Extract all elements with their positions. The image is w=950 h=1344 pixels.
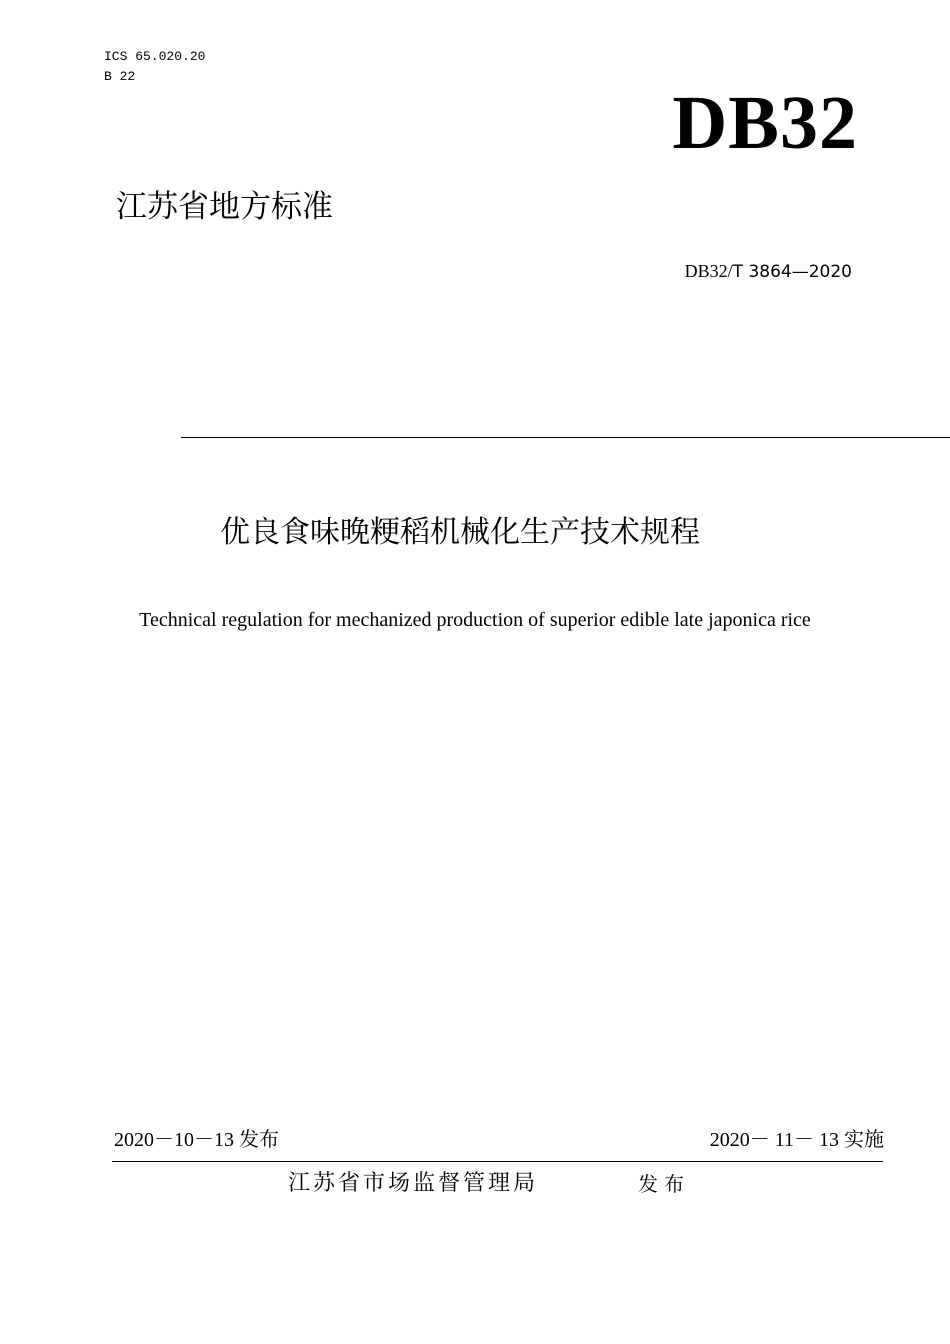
effective-date: 2020－ 11－ 13 实施 xyxy=(709,1129,884,1151)
classification-codes xyxy=(104,48,205,88)
standard-type-heading: 江苏省地方标准 xyxy=(116,189,333,225)
standard-number-value: T 3864—2020 xyxy=(732,262,852,282)
db-code-logo: DB32 xyxy=(672,81,858,165)
bottom-divider xyxy=(112,1161,883,1162)
issue-date: 2020－10－13 发布 xyxy=(114,1129,279,1151)
ics-code: ICS 65.020.20 xyxy=(104,49,206,64)
publish-label: 发布 xyxy=(638,1172,690,1196)
document-title-chinese: 优良食味晚粳稻机械化生产技术规程 xyxy=(220,515,700,550)
standard-number xyxy=(685,258,852,285)
standard-number-prefix: DB32/ xyxy=(684,261,733,281)
ccs-code: B 22 xyxy=(104,69,136,84)
top-divider xyxy=(181,437,950,438)
document-title-english: Technical regulation for mechanized production of superior edible late japonica rice xyxy=(139,609,811,631)
issuing-authority: 江苏省市场监督管理局 xyxy=(288,1171,539,1196)
